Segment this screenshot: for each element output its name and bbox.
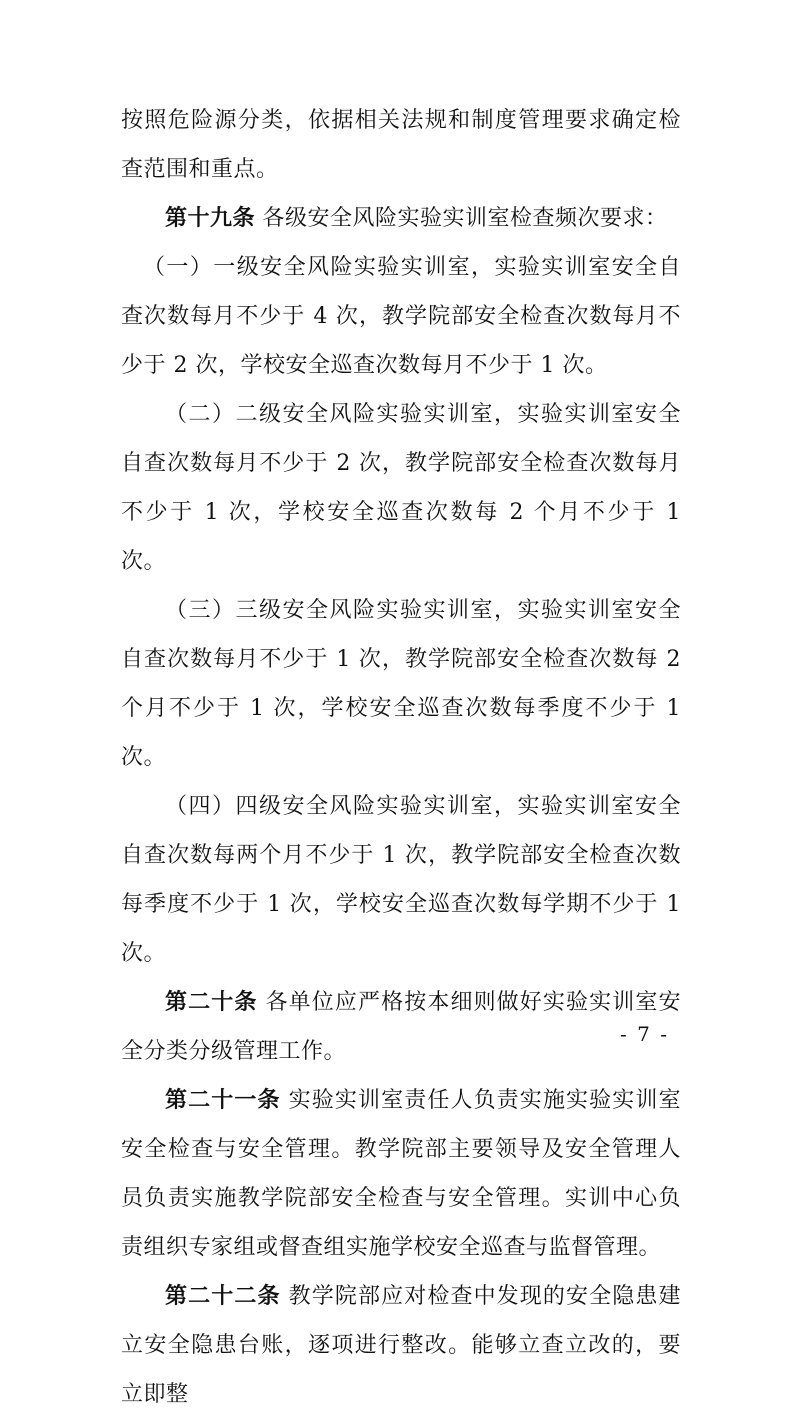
page-number: - 7 -	[620, 1022, 669, 1046]
body-text	[121, 96, 681, 1419]
article-number: 第二十条	[165, 990, 258, 1015]
article-19-item-4	[121, 782, 681, 978]
article-19	[121, 194, 681, 243]
article-text: 实验实训室责任人负责实施实验实训室安全检查与安全管理。教学院部主要领导及安全管理人员负责实施教学院部安全检查与安全管理。实训中心负责组织专家组或督查组实施学校安全巡查与监督管理。	[121, 1088, 681, 1260]
item-text: （三）三级安全风险实验实训室，实验实训室安全自查次数每月不少于 1 次，教学院部安全检查次数每 2 个月不少于 1 次，学校安全巡查次数每季度不少于 1 次。	[121, 598, 681, 770]
article-number: 第二十一条	[165, 1088, 281, 1113]
item-text: （二）二级安全风险实验实训室，实验实训室安全自查次数每月不少于 2 次，教学院部安全检查次数每月不少于 1 次，学校安全巡查次数每 2 个月不少于 1 次。	[121, 402, 681, 574]
article-number: 第十九条	[165, 206, 256, 231]
paragraph-continuation	[121, 96, 681, 194]
paragraph-text: 按照危险源分类，依据相关法规和制度管理要求确定检查范围和重点。	[121, 108, 681, 182]
item-text: （四）四级安全风险实验实训室，实验实训室安全自查次数每两个月不少于 1 次，教学院部安全检查次数每季度不少于 1 次，学校安全巡查次数每学期不少于 1 次。	[121, 794, 681, 966]
article-19-item-3	[121, 586, 681, 782]
article-19-item-2	[121, 390, 681, 586]
item-text: （一）一级安全风险实验实训室，实验实训室安全自查次数每月不少于 4 次，教学院部安全检查次数每月不少于 2 次，学校安全巡查次数每月不少于 1 次。	[121, 255, 681, 378]
article-number: 第二十二条	[165, 1284, 281, 1309]
article-text: 教学院部应对检查中发现的安全隐患建立安全隐患台账，逐项进行整改。能够立查立改的，要立即整	[121, 1284, 681, 1407]
article-20	[121, 978, 681, 1076]
article-22	[121, 1272, 681, 1419]
article-21	[121, 1076, 681, 1272]
article-text: 各单位应严格按本细则做好实验实训室安全分类分级管理工作。	[121, 990, 681, 1064]
article-text: 各级安全风险实验实训室检查频次要求：	[262, 206, 668, 231]
article-19-item-1	[121, 243, 681, 390]
